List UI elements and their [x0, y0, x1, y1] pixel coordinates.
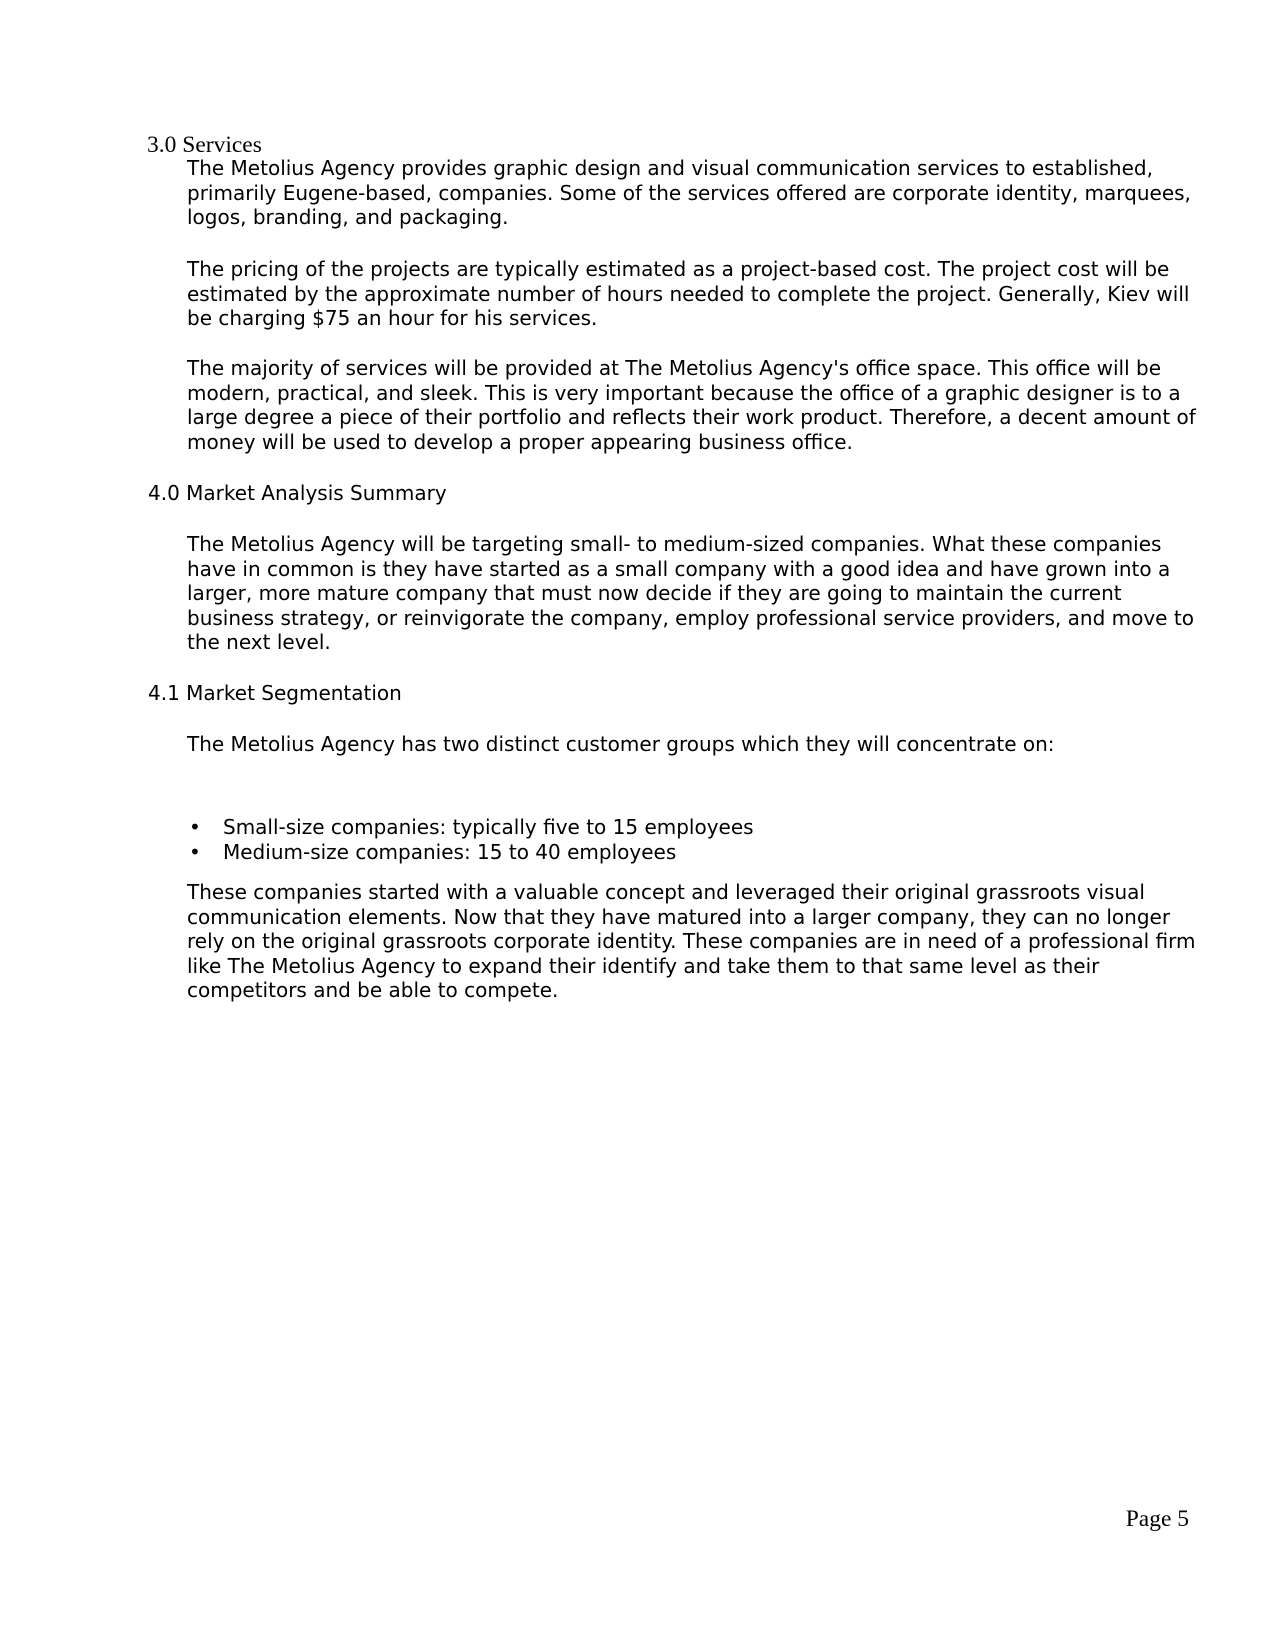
list-item: [187, 840, 1187, 865]
market-segmentation-heading: 4.1 Market Segmentation: [148, 681, 402, 705]
market-analysis-heading: 4.0 Market Analysis Summary: [148, 481, 447, 505]
list-item-text: Medium-size companies: 15 to 40 employees: [223, 839, 677, 864]
market-segmentation-closing-text: These companies started with a valuable concept and leveraged their original grassroots visual communication elements. Now that they have matured into a larger company, they can no longer rely on the original grassroots corporate identity. These companies are in need of a professional firm like The Metolius Agency to expand their identify and take them to that same level as their competitors and be able to compete.: [187, 880, 1196, 1002]
services-paragraph-2-text: The pricing of the projects are typically estimated as a project-based cost. The project cost will be estimated by the approximate number of hours needed to complete the project. Generally, Kiev will be charging $75 an hour for his services.: [187, 257, 1190, 330]
services-heading: 3.0 Services: [147, 132, 262, 158]
list-item: [187, 815, 1187, 840]
market-segmentation-closing: [187, 880, 1207, 1003]
services-paragraph-3: [187, 356, 1207, 454]
market-analysis-paragraph: [187, 532, 1207, 655]
bullet-icon: •: [189, 839, 201, 864]
bullet-icon: •: [189, 815, 201, 839]
services-paragraph-2: [187, 257, 1207, 331]
market-analysis-paragraph-text: The Metolius Agency will be targeting small- to medium-sized companies. What these companies have in common is they have started as a small company with a good idea and have grown into a larger, more mature company that must now decide if they are going to maintain the current business strategy, or reinvigorate the company, employ professional service providers, and move to the next level.: [187, 532, 1194, 654]
services-paragraph-1-text: The Metolius Agency provides graphic design and visual communication services to established, primarily Eugene-based, companies. Some of the services offered are corporate identity, marquees, logos, branding, and packaging.: [187, 156, 1191, 229]
page-number: Page 5: [1125, 1506, 1189, 1532]
market-segmentation-intro: [187, 732, 1207, 757]
list-item-text: Small-size companies: typically five to 15 employees: [223, 815, 754, 839]
market-segmentation-intro-text: The Metolius Agency has two distinct customer groups which they will concentrate on:: [187, 732, 1055, 756]
services-paragraph-1: [187, 156, 1207, 230]
services-paragraph-3-text: The majority of services will be provided at The Metolius Agency's office space. This office will be modern, practical, and sleek. This is very important because the office of a graphic designer is to a large degree a piece of their portfolio and reflects their work product. Therefore, a decent amount of money will be used to develop a proper appearing business office.: [187, 356, 1196, 454]
customer-groups-list: [187, 815, 1187, 864]
